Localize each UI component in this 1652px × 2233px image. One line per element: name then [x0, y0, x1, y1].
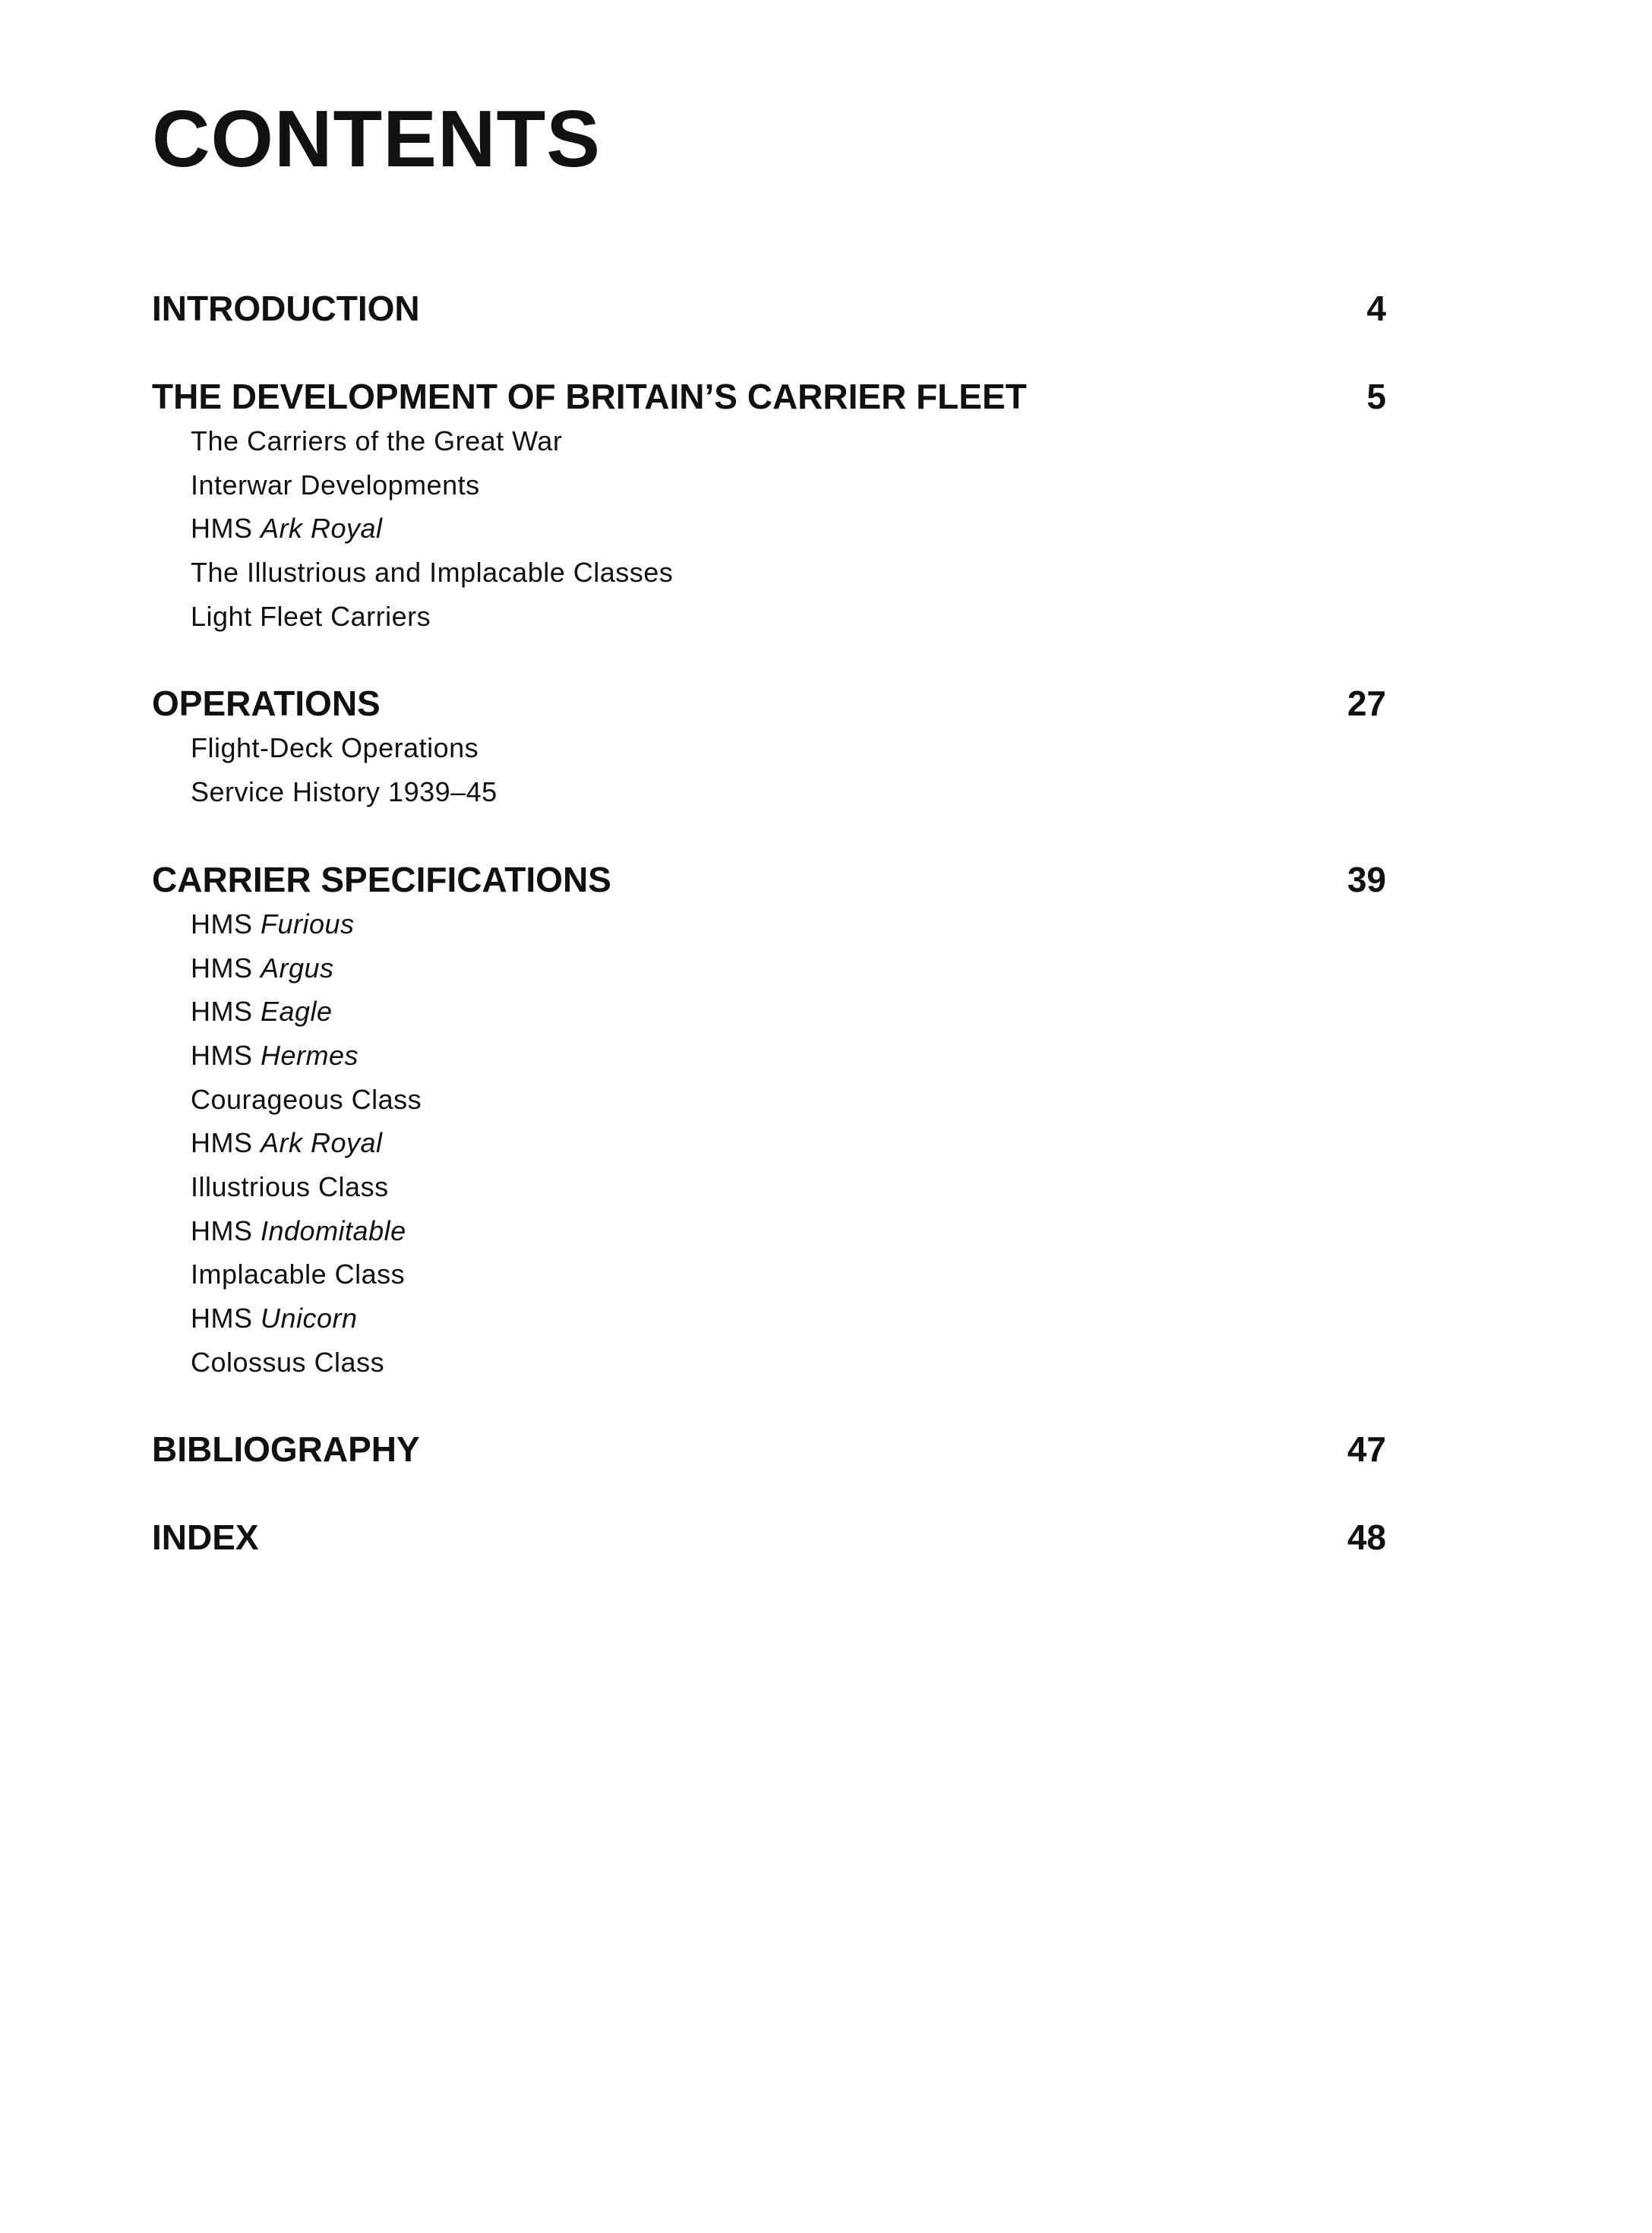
ship-name: Furious — [261, 908, 355, 940]
ship-name: Unicorn — [261, 1303, 358, 1334]
toc-section — [152, 857, 1386, 1385]
subsection-text: HMS — [191, 1039, 261, 1071]
subsection-text: HMS — [191, 952, 261, 984]
ship-name: Hermes — [261, 1039, 359, 1071]
subsection-text: Service History 1939–45 — [191, 776, 497, 808]
page-title: CONTENTS — [152, 94, 601, 184]
subsection-item[interactable] — [191, 551, 1386, 595]
subsection-text: Implacable Class — [191, 1259, 406, 1290]
subsection-item[interactable] — [191, 463, 1386, 507]
subsection-text: HMS — [191, 1303, 261, 1334]
subsection-item[interactable] — [191, 1209, 1386, 1253]
subsection-list — [152, 419, 1386, 638]
subsection-text: Colossus Class — [191, 1346, 385, 1378]
page-number: 48 — [1347, 1518, 1386, 1558]
subsection-item[interactable] — [191, 419, 1386, 463]
toc-section — [152, 286, 1386, 331]
subsection-text: The Carriers of the Great War — [191, 425, 563, 456]
subsection-item[interactable] — [191, 770, 1386, 814]
subsection-item[interactable] — [191, 726, 1386, 770]
page-number: 47 — [1347, 1429, 1386, 1470]
subsection-item[interactable] — [191, 1078, 1386, 1122]
section-title: INTRODUCTION — [152, 289, 420, 328]
subsection-text: Courageous Class — [191, 1083, 422, 1115]
subsection-text: HMS — [191, 513, 261, 545]
section-title: CARRIER SPECIFICATIONS — [152, 859, 611, 899]
toc-entry[interactable] — [152, 286, 1386, 331]
subsection-text: Interwar Developments — [191, 469, 480, 501]
toc-entry[interactable] — [152, 1514, 1386, 1560]
toc-section — [152, 1426, 1386, 1472]
subsection-item[interactable] — [191, 1121, 1386, 1165]
subsection-item[interactable] — [191, 595, 1386, 639]
ship-name: Eagle — [261, 996, 333, 1028]
toc-section — [152, 374, 1386, 638]
subsection-text: Flight-Deck Operations — [191, 732, 479, 764]
page-number: 39 — [1347, 859, 1386, 899]
ship-name: Ark Royal — [261, 1127, 383, 1159]
subsection-text: HMS — [191, 908, 261, 940]
table-of-contents — [152, 286, 1386, 1603]
subsection-item[interactable] — [191, 1297, 1386, 1341]
ship-name: Argus — [261, 952, 334, 984]
toc-entry[interactable] — [152, 681, 1386, 726]
subsection-item[interactable] — [191, 1341, 1386, 1385]
page-number: 5 — [1366, 377, 1386, 416]
subsection-text: HMS — [191, 996, 261, 1028]
section-title: THE DEVELOPMENT OF BRITAIN’S CARRIER FLEET — [152, 377, 1027, 416]
toc-entry[interactable] — [152, 1426, 1386, 1472]
subsection-list — [152, 902, 1386, 1385]
toc-entry[interactable] — [152, 374, 1386, 419]
subsection-item[interactable] — [191, 1165, 1386, 1209]
subsection-item[interactable] — [191, 902, 1386, 946]
subsection-text: HMS — [191, 1127, 261, 1159]
subsection-text: Light Fleet Carriers — [191, 600, 431, 632]
ship-name: Indomitable — [261, 1214, 406, 1246]
section-title: OPERATIONS — [152, 684, 381, 724]
subsection-list — [152, 726, 1386, 813]
toc-section — [152, 681, 1386, 813]
subsection-text: Illustrious Class — [191, 1170, 389, 1202]
ship-name: Ark Royal — [261, 513, 383, 545]
subsection-text: The Illustrious and Implacable Classes — [191, 557, 674, 589]
subsection-item[interactable] — [191, 1252, 1386, 1297]
page-number: 4 — [1366, 289, 1386, 328]
page-number: 27 — [1347, 684, 1386, 724]
section-title: INDEX — [152, 1518, 259, 1558]
subsection-text: HMS — [191, 1214, 261, 1246]
section-title: BIBLIOGRAPHY — [152, 1429, 420, 1470]
toc-entry[interactable] — [152, 857, 1386, 902]
subsection-item[interactable] — [191, 990, 1386, 1034]
subsection-item[interactable] — [191, 507, 1386, 551]
subsection-item[interactable] — [191, 1034, 1386, 1078]
subsection-item[interactable] — [191, 946, 1386, 990]
toc-section — [152, 1514, 1386, 1560]
